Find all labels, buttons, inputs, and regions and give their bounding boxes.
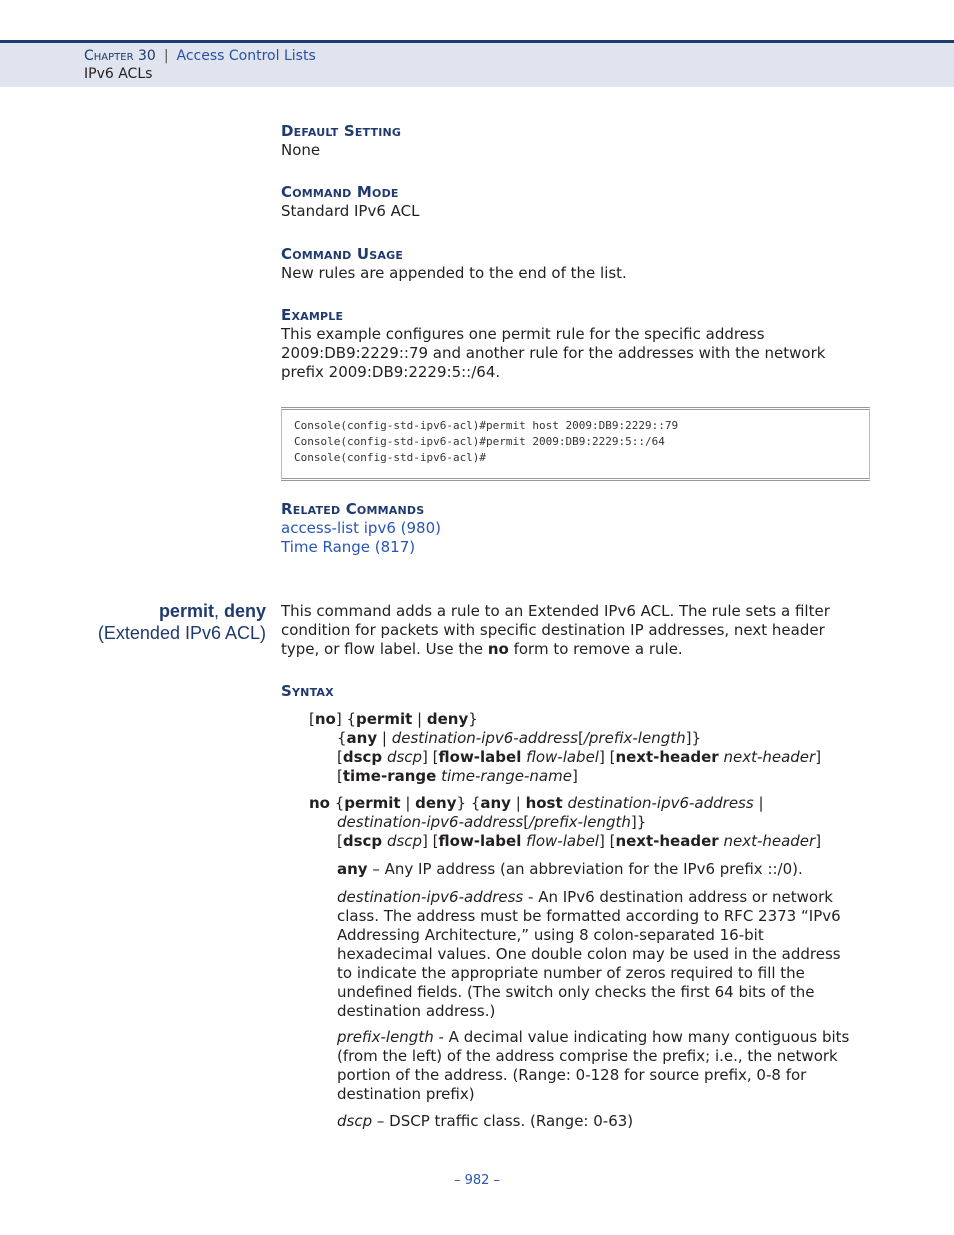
command-usage-heading: Command Usage	[281, 245, 404, 263]
command-subtitle: (Extended IPv6 ACL)	[97, 623, 266, 643]
command-mode-text: Standard IPv6 ACL	[281, 202, 420, 220]
example-text	[281, 325, 871, 382]
related-commands-list	[281, 519, 871, 557]
example-line: prefix 2009:DB9:2229:5::/64.	[281, 363, 501, 381]
command-title	[60, 600, 266, 644]
command-mode-heading: Command Mode	[281, 183, 399, 201]
syntax-line-7: [dscp dscp] [flow-label flow-label] [next-header next-header]	[337, 832, 822, 850]
title-permit: permit	[158, 601, 214, 621]
default-setting-heading: Default Setting	[281, 122, 402, 140]
code-example-box	[281, 407, 870, 481]
header-separator: |	[163, 48, 169, 64]
chapter-label: Chapter 30	[84, 48, 156, 64]
description-line: condition for packets with specific destination IP addresses, next header	[281, 621, 825, 639]
syntax-heading: Syntax	[281, 682, 334, 700]
example-heading: Example	[281, 306, 344, 324]
code-line: Console(config-std-ipv6-acl)#	[294, 451, 487, 464]
syntax-line-5: no {permit | deny} {any | host destination-ipv6-address |	[309, 794, 764, 812]
param-prefix-length: prefix-length - A decimal value indicating how many contiguous bits (from the left) of the address comprise the prefix; i.e., the network portion of the address. (Range: 0-128 for source prefix, 0-8 for destination prefix)	[337, 1028, 850, 1103]
default-setting-text: None	[281, 141, 321, 159]
syntax-line-2: {any | destination-ipv6-address[/prefix-length]}	[337, 729, 702, 747]
command-description	[281, 602, 871, 659]
command-usage-text: New rules are appended to the end of the list.	[281, 264, 627, 282]
related-link-access-list[interactable]: access-list ipv6 (980)	[281, 519, 441, 537]
title-deny: deny	[223, 601, 266, 621]
example-line: This example configures one permit rule for the specific address	[281, 325, 765, 343]
header-subtopic: IPv6 ACLs	[84, 66, 153, 82]
header-chapter-line	[84, 48, 316, 64]
example-line: 2009:DB9:2229::79 and another rule for the addresses with the network	[281, 344, 826, 362]
description-line: This command adds a rule to an Extended IPv6 ACL. The rule sets a filter	[281, 602, 830, 620]
page-number: – 982 –	[453, 1173, 501, 1188]
chapter-topic: Access Control Lists	[176, 48, 316, 64]
syntax-line-3: [dscp dscp] [flow-label flow-label] [next-header next-header]	[337, 748, 822, 766]
code-line: Console(config-std-ipv6-acl)#permit 2009:DB9:2229:5::/64	[294, 435, 665, 448]
title-comma: ,	[213, 601, 219, 621]
param-dscp: dscp – DSCP traffic class. (Range: 0-63)	[337, 1112, 634, 1130]
running-header	[0, 40, 954, 87]
syntax-line-1: [no] {permit | deny}	[309, 710, 478, 728]
code-line: Console(config-std-ipv6-acl)#permit host 2009:DB9:2229::79	[294, 419, 679, 432]
param-any: any – Any IP address (an abbreviation for the IPv6 prefix ::/0).	[337, 860, 803, 878]
syntax-line-4: [time-range time-range-name]	[337, 767, 578, 785]
related-commands-heading: Related Commands	[281, 500, 425, 518]
description-line: type, or flow label. Use the no form to remove a rule.	[281, 640, 683, 658]
syntax-line-6: destination-ipv6-address[/prefix-length]}	[337, 813, 647, 831]
param-destination-address: destination-ipv6-address - An IPv6 destination address or network class. The address must be formatted according to RFC 2373 “IPv6 Addressing Architecture,” using 8 colon-separated 16-bit hexadecimal values. One double colon may be used in the address to indicate the appropriate number of zeros required to fill the undefined fields. (The switch only checks the first 64 bits of the destination address.)	[337, 888, 841, 1020]
related-link-time-range[interactable]: Time Range (817)	[281, 538, 416, 556]
no-keyword: no	[487, 640, 509, 658]
